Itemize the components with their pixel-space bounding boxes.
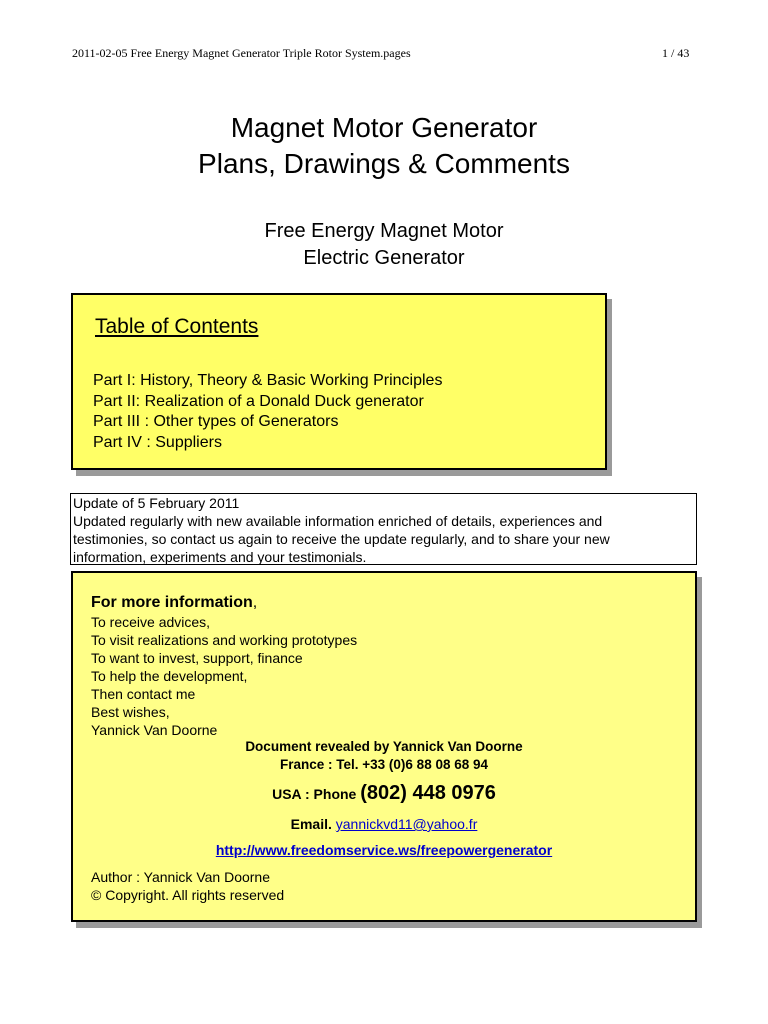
page-subtitle bbox=[0, 218, 768, 272]
toc-item-part-2[interactable]: Part II: Realization of a Donald Duck generator bbox=[93, 392, 424, 410]
subtitle-line-1: Free Energy Magnet Motor bbox=[264, 220, 504, 242]
usa-phone-line bbox=[73, 782, 695, 805]
update-line: Updated regularly with new available information enriched of details, experiences and bbox=[73, 513, 603, 529]
usa-phone-label: USA : Phone bbox=[272, 786, 361, 802]
author: Author : Yannick Van Doorne bbox=[91, 869, 270, 885]
info-line: Yannick Van Doorne bbox=[91, 722, 218, 738]
page-title bbox=[0, 110, 768, 182]
copyright: © Copyright. All rights reserved bbox=[91, 887, 285, 903]
document-revealed-by: Document revealed by Yannick Van Doorne bbox=[245, 739, 523, 754]
toc-item-part-3[interactable]: Part III : Other types of Generators bbox=[93, 413, 339, 430]
info-line: To help the development, bbox=[91, 668, 248, 684]
info-lead-line bbox=[91, 593, 357, 612]
document-filename: 2011-02-05 Free Energy Magnet Generator Triple Rotor System.pages bbox=[72, 46, 411, 60]
info-lead: For more information bbox=[91, 594, 253, 611]
title-line-1: Magnet Motor Generator bbox=[230, 112, 538, 143]
contact-info-box bbox=[71, 571, 697, 922]
update-line: testimonies, so contact us again to receive the update regularly, and to share your new bbox=[73, 531, 610, 547]
info-line: To visit realizations and working prototypes bbox=[91, 632, 358, 648]
toc-item-part-4[interactable]: Part IV : Suppliers bbox=[93, 433, 222, 451]
info-line: To want to invest, support, finance bbox=[91, 650, 303, 666]
france-phone: France : Tel. +33 (0)6 88 08 68 94 bbox=[280, 757, 488, 772]
update-notice-box bbox=[70, 493, 697, 565]
subtitle-line-2: Electric Generator bbox=[303, 247, 465, 269]
info-line: Then contact me bbox=[91, 686, 196, 702]
contact-reasons bbox=[91, 593, 357, 739]
info-line: To receive advices, bbox=[91, 614, 211, 630]
info-lead-suffix: , bbox=[252, 594, 258, 611]
usa-phone-number: (802) 448 0976 bbox=[360, 782, 496, 804]
toc-heading: Table of Contents bbox=[95, 315, 259, 338]
update-line: information, experiments and your testimonials. bbox=[73, 549, 367, 565]
website-link[interactable]: http://www.freedomservice.ws/freepowergenerator bbox=[215, 842, 553, 858]
author-block bbox=[91, 868, 284, 904]
update-date: Update of 5 February 2011 bbox=[73, 495, 240, 511]
toc-item-part-1[interactable]: Part I: History, Theory & Basic Working Principles bbox=[93, 372, 443, 389]
email-link[interactable]: yannickvd11@yahoo.fr bbox=[335, 816, 478, 832]
toc-list bbox=[93, 371, 442, 453]
info-line: Best wishes, bbox=[91, 704, 170, 720]
title-line-2: Plans, Drawings & Comments bbox=[198, 148, 570, 179]
website-line bbox=[73, 842, 695, 858]
email-line bbox=[73, 816, 695, 832]
page-indicator: 1 / 43 bbox=[662, 46, 690, 60]
email-label: Email. bbox=[290, 816, 336, 832]
table-of-contents-box bbox=[71, 293, 607, 470]
